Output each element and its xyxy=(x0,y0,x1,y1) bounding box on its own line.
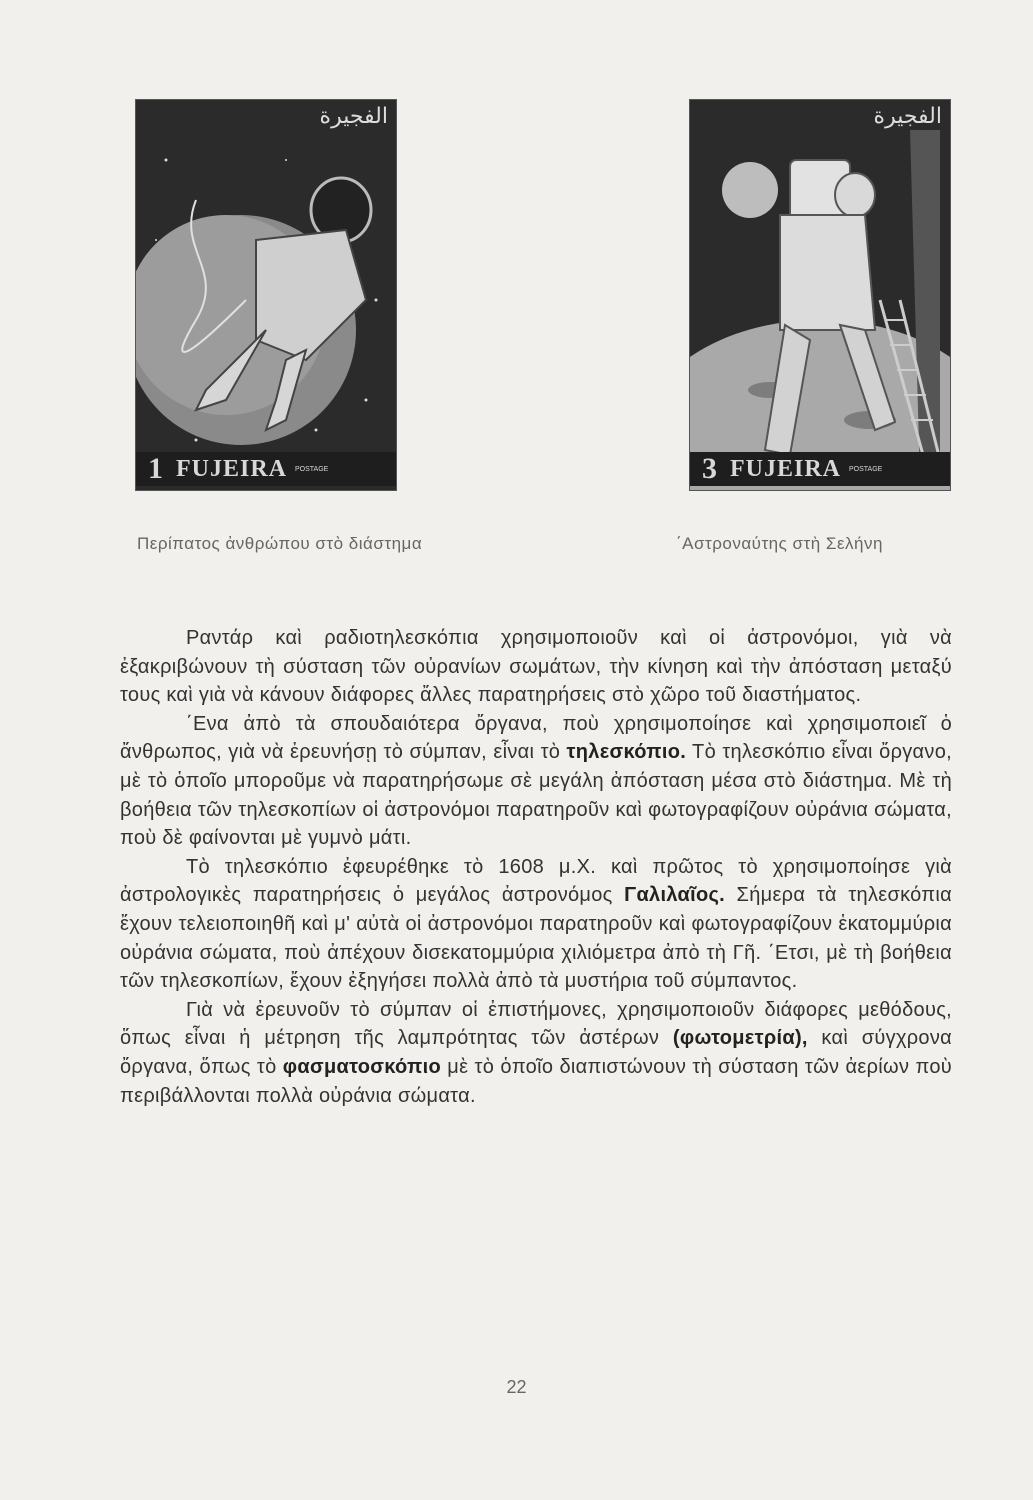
paragraph-text: Ραντάρ καὶ ραδιοτηλεσκόπια χρησιμοποιοῦν καὶ οἱ ἀστρονόμοι, γιὰ νὰ ἐξακριβώνουν τὴ σύσταση τῶν οὐρανίων σωμάτων, τὴν κίνηση καὶ τὴν ἀπόσταση μεταξύ τους καὶ γιὰ νὰ κάνουν διάφορες ἄλλες παρατηρήσεις στὸ χῶρο τοῦ διαστήματος. xyxy=(120,627,952,707)
paragraph-text: Γιὰ νὰ ἐρευνοῦν τὸ σύμπαν οἱ ἐπιστήμονες, χρησιμοποιοῦν διάφορες μεθόδους, ὅπως εἶναι ἡ μέτρηση τῆς λαμπρότητας τῶν ἀστέρων xyxy=(120,998,952,1050)
stamp-value: 3 xyxy=(702,452,718,485)
caption-spacewalk: Περίπατος ἀνθρώπου στὸ διάστημα xyxy=(137,534,423,553)
paragraph-2 xyxy=(120,710,952,853)
stamp-label xyxy=(690,452,950,486)
term-galileo: Γαλιλαῖος. xyxy=(624,884,726,907)
paragraph-1 xyxy=(120,624,952,710)
paragraph-text: καὶ σύγχρονα ὄργανα, ὅπως τὸ xyxy=(120,1027,953,1078)
stamp-postage: POSTAGE xyxy=(295,465,329,473)
paragraph-3 xyxy=(120,853,952,996)
term-telescope: τηλεσκόπιο. xyxy=(566,741,687,764)
paragraph-text: Τὸ τηλεσκόπιο εἶναι ὄργανο, μὲ τὸ ὁποῖο μποροῦμε νὰ παρατηρήσωμε σὲ μεγάλη ἀπόσταση μέσα στὸ διάστημα. Μὲ τὴ βοήθεια τῶν τηλεσκοπίων οἱ ἀστρονόμοι παρατηροῦν καὶ φωτογραφίζουν οὐράνια σώματα, ποὺ δὲ φαίνονται μὲ γυμνὸ μάτι. xyxy=(120,741,952,850)
term-spectroscope: φασματοσκόπιο xyxy=(282,1055,441,1078)
stamp-label xyxy=(136,452,396,486)
paragraph-text: μὲ τὸ ὁποῖο διαπιστώνουν τὴ σύσταση τῶν ἀερίων ποὺ περιβάλλονται πολλὰ οὐράνια σώματα. xyxy=(120,1055,952,1107)
term-photometry: (φωτομετρία), xyxy=(672,1027,808,1050)
caption-moon: ΄Αστροναύτης στὴ Σελήνη xyxy=(676,534,883,553)
stamp-postage: POSTAGE xyxy=(849,465,883,473)
paragraph-text: Τὸ τηλεσκόπιο ἐφευρέθηκε τὸ 1608 μ.Χ. καὶ πρῶτος τὸ χρησιμοποίησε γιὰ ἀστρολογικὲς παρατηρήσεις ὁ μεγάλος ἀστρονόμος xyxy=(120,855,952,907)
stamp-arabic-text: الفجيرة xyxy=(319,104,388,129)
stamp-spacewalk xyxy=(136,100,396,490)
spacewalk-illustration xyxy=(136,100,396,490)
moon-landing-illustration xyxy=(690,100,950,490)
stamp-country: FUJEIRA xyxy=(730,455,842,482)
stamp-country: FUJEIRA xyxy=(176,455,288,482)
stamp-arabic-text: الفجيرة xyxy=(873,104,942,129)
stamp-value: 1 xyxy=(148,452,164,485)
stamp-moon-landing xyxy=(690,100,950,490)
paragraph-text: ΄Ενα ἀπὸ τὰ σπουδαιότερα ὄργανα, ποὺ χρησιμοποίησε καὶ χρησιμοποιεῖ ὁ ἄνθρωπος, γιὰ νὰ ἐρευνήσῃ τὸ σύμπαν, εἶναι τὸ xyxy=(120,712,952,764)
body-text xyxy=(120,624,952,1110)
paragraph-text: Σήμερα τὰ τηλεσκόπια ἔχουν τελειοποιηθῆ καὶ μ' αὐτὰ οἱ ἀστρονόμοι παρατηροῦν καὶ φωτογραφίζουν ἑκατομμύρια οὐράνια σώματα, ποὺ ἀπέχουν δισεκατομμύρια χιλιόμετρα ἀπὸ τὴ Γῆ. ΄Ετσι, μὲ τὴ βοήθεια τῶν τηλεσκοπίων, ἔχουν ἐξηγήσει πολλὰ ἀπὸ τὰ μυστήρια τοῦ σύμπαντος. xyxy=(120,884,952,993)
paragraph-4 xyxy=(120,996,952,1110)
page-number: 22 xyxy=(506,1377,527,1397)
